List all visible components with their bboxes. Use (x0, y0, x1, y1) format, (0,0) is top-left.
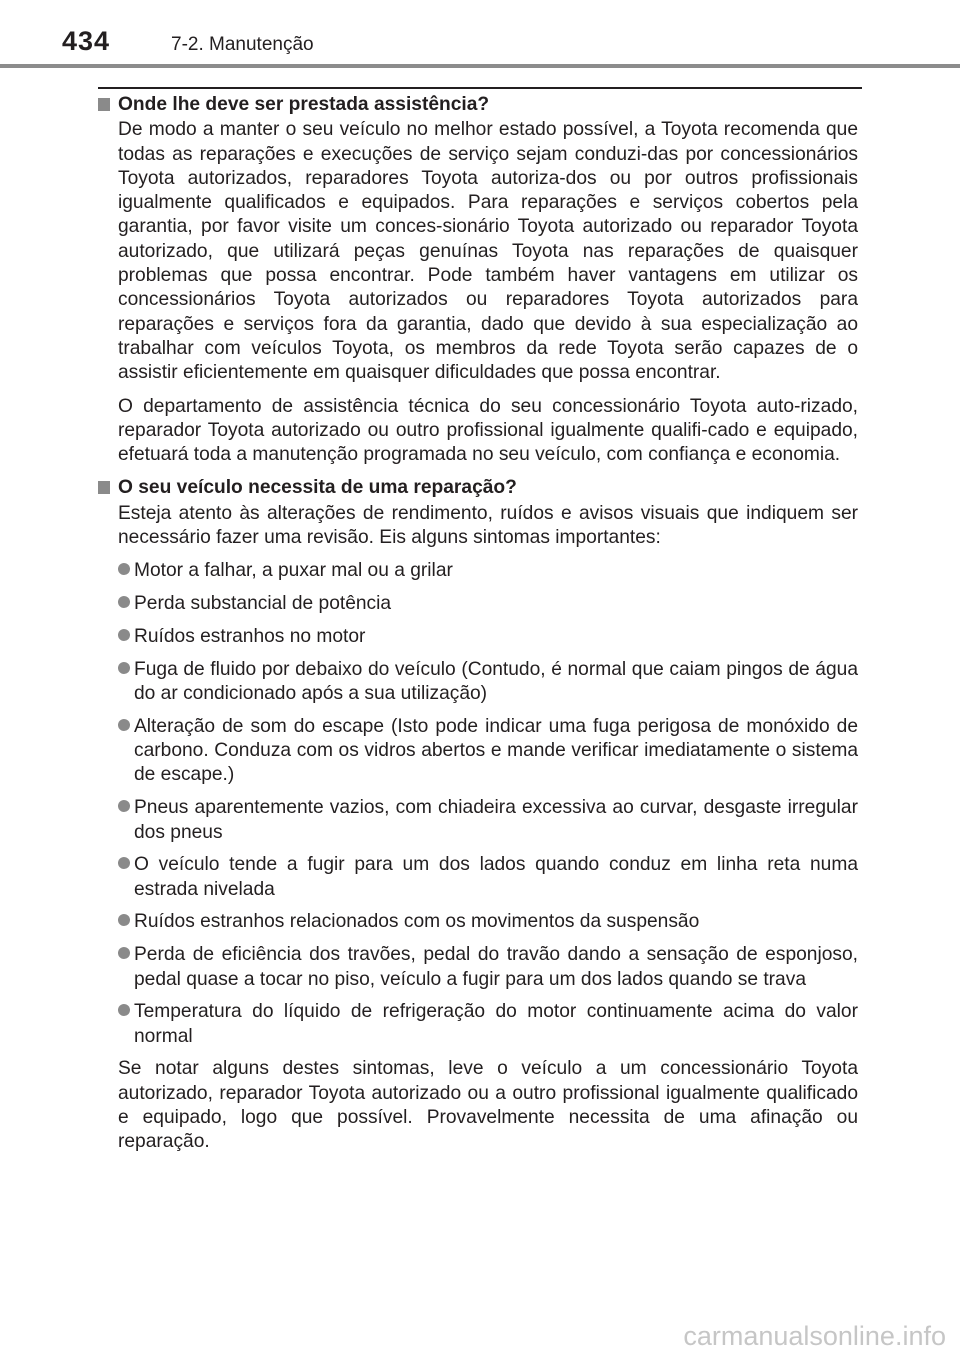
list-item-text: Perda substancial de potência (134, 593, 392, 615)
circle-bullet-icon (118, 596, 130, 608)
body-paragraph: De modo a manter o seu veículo no melhor estado possível, a Toyota recomenda que todas as reparações e execuções de serviço sejam conduzi-das por concessionários Toyota autorizados, reparadores Toyota autoriza-dos ou por outros profissionais igualmente qualificados e equipados. Para reparações e serviços cobertos pela garantia, por favor visite um conces-sionário Toyota autorizado ou reparador Toyota autorizado, que utilizará peças genuínas Toyota nas reparações de quaisquer problemas que possa encontrar. Pode também haver vantagens em utilizar os concessionários Toyota autorizados ou reparadores Toyota autorizados para reparações e serviços fora da garantia, dado que devido à sua especialização ao trabalhar com veículos Toyota, os membros da rede Toyota serão capazes de o assistir eficientemente em quaisquer dificuldades que possa encontrar. (118, 119, 858, 384)
circle-bullet-icon (118, 857, 130, 869)
section-heading (98, 93, 858, 117)
section-title: 7-2. Manutenção (171, 34, 314, 55)
closing-paragraph: Se notar alguns destes sintomas, leve o veículo a um concessionário Toyota autorizado, reparador Toyota autorizado ou a outro profissional igualmente qualificado e equipado, logo que possível. Provavelmente necessita de uma afinação ou reparação. (118, 1058, 858, 1153)
list-item (118, 592, 858, 616)
circle-bullet-icon (118, 719, 130, 731)
list-item (118, 559, 858, 583)
circle-bullet-icon (118, 629, 130, 641)
body-paragraph: O departamento de assistência técnica do seu concessionário Toyota auto-rizado, reparador Toyota autorizado ou outro profissional igualmente qualifi-cado e equipado, efetuará toda a manutenção programada no seu veículo, com confiança e economia. (118, 395, 858, 466)
symptom-list (118, 559, 858, 1049)
watermark: carmanualsonline.info (683, 1321, 946, 1351)
circle-bullet-icon (118, 563, 130, 575)
list-item (118, 625, 858, 649)
list-item (118, 943, 858, 992)
list-item-text: Ruídos estranhos no motor (134, 625, 366, 647)
list-item-text: O veículo tende a fugir para um dos lados quando conduz em linha reta numa estrada nivelada (134, 854, 858, 900)
list-item (118, 1000, 858, 1049)
list-item-text: Fuga de fluido por debaixo do veículo (Contudo, é normal que caiam pingos de água do ar condicionado após a sua utilização) (134, 658, 858, 705)
circle-bullet-icon (118, 800, 130, 812)
square-bullet-icon (98, 481, 110, 494)
circle-bullet-icon (118, 914, 130, 926)
list-item-text: Temperatura do líquido de refrigeração do motor continuamente acima do valor normal (134, 1001, 858, 1047)
list-item-text: Alteração de som do escape (Isto pode indicar uma fuga perigosa de monóxido de carbono. Conduza com os vidros abertos e mande verificar imediatamente o sistema de escape.) (134, 715, 858, 786)
body-paragraph: Esteja atento às alterações de rendimento, ruídos e avisos visuais que indiquem ser necessário fazer uma revisão. Eis alguns sintomas importantes: (118, 502, 858, 549)
circle-bullet-icon (118, 1004, 130, 1016)
header-divider (0, 64, 960, 68)
page-number: 434 (62, 26, 111, 56)
list-item (118, 910, 858, 934)
list-item (118, 658, 858, 707)
content-divider (98, 87, 862, 89)
list-item (118, 853, 858, 902)
circle-bullet-icon (118, 662, 130, 674)
list-item-text: Pneus aparentemente vazios, com chiadeira excessiva ao curvar, desgaste irregular dos pneus (134, 797, 858, 843)
list-item-text: Motor a falhar, a puxar mal ou a grilar (134, 560, 453, 582)
page-content (98, 93, 858, 1155)
square-bullet-icon (98, 98, 110, 111)
section-heading-text: Onde lhe deve ser prestada assistência? (118, 94, 490, 115)
list-item (118, 715, 858, 788)
page-header (0, 0, 960, 70)
list-item-text: Ruídos estranhos relacionados com os movimentos da suspensão (134, 911, 700, 933)
list-item-text: Perda de eficiência dos travões, pedal do travão dando a sensação de esponjoso, pedal quase a tocar no piso, veículo a fugir para um dos lados quando se trava (134, 944, 858, 990)
list-item (118, 796, 858, 845)
section-heading (98, 476, 858, 500)
circle-bullet-icon (118, 947, 130, 959)
section-heading-text: O seu veículo necessita de uma reparação? (118, 477, 517, 499)
